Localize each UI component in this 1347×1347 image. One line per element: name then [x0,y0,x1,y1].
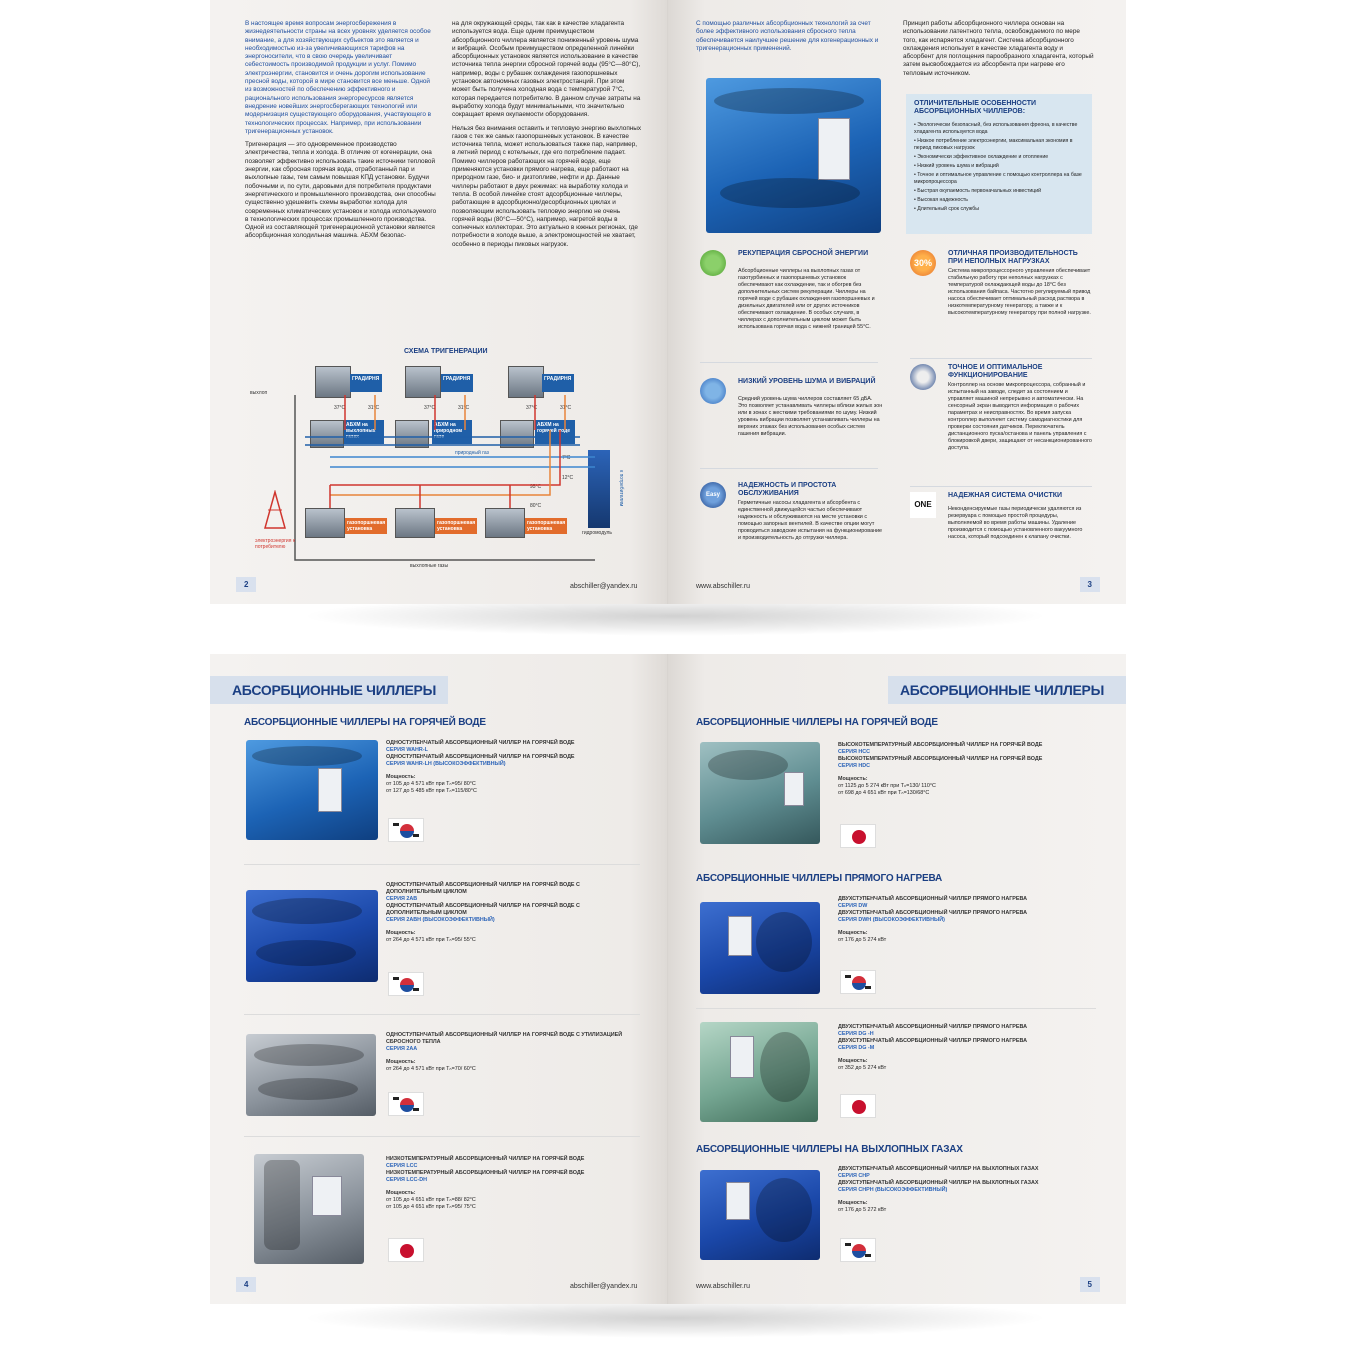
power-label: Мощность: [386,774,416,780]
features-item: • Экологически безопасный, без использования фреона, в качестве хладагента используется вода [914,122,1078,135]
temp-label: 12°C [562,475,574,481]
chiller-image [700,1022,818,1122]
divider [700,468,878,469]
product-title: ВЫСОКОТЕМПЕРАТУРНЫЙ АБСОРБЦИОННЫЙ ЧИЛЛЕР НА ГОРЯЧЕЙ ВОДЕ [838,742,1043,748]
product-series[interactable]: СЕРИЯ HCC [838,749,871,755]
principle-text: Принцип работы абсорбционного чиллера основан на использовании латентного тепла, освобождаемого по мере того, как испаряется хладагент. Система абсорбционного охлаждения использует в качестве хладагента воду и абсорбент для поглощения парообразного хладагента, который затем высвобождается из абсорбента при нагреве его тепловым источником. [903,20,1094,77]
power-label: Мощность: [838,1058,868,1064]
product-series[interactable]: СЕРИЯ CHPH (ВЫСОКОЭФФЕКТИВНЫЙ) [838,1187,948,1193]
features-item: • Точное и оптимальное управление с помощью контроллера на базе микропроцессора [914,172,1082,185]
feature-title: РЕКУПЕРАЦИЯ СБРОСНОЙ ЭНЕРГИИ [738,250,869,257]
email-link[interactable]: abschiller@yandex.ru [570,1283,638,1290]
feature-low-noise [700,378,883,468]
power-label: Мощность: [838,776,868,782]
check-icon [700,250,726,276]
korea-flag-icon [840,1238,876,1262]
temp-label: 37°C [334,405,346,411]
product-series[interactable]: СЕРИЯ CHP [838,1173,870,1179]
power-value: от 698 до 4 651 кВт при Тₙ=130/68°С [838,790,930,796]
page-5 [668,654,1126,1304]
product-title: ДВУХСТУПЕНЧАТЫЙ АБСОРБЦИОННЫЙ ЧИЛЛЕР НА ВЫХЛОПНЫХ ГАЗАХ [838,1180,1039,1186]
power-tower-icon [260,490,290,530]
page-3 [668,0,1126,604]
product-series[interactable]: СЕРИЯ WAHR-LH (ВЫСОКОЭФФЕКТИВНЫЙ) [386,761,506,767]
controller-icon [910,364,936,390]
chiller-image [700,1170,820,1260]
chiller-image [246,890,378,982]
divider [244,1014,640,1015]
product-title: ВЫСОКОТЕМПЕРАТУРНЫЙ АБСОРБЦИОННЫЙ ЧИЛЛЕР НА ГОРЯЧЕЙ ВОДЕ [838,756,1043,762]
cooling-tower-label: ГРАДИРНЯ [441,374,473,392]
easy-badge-icon: Easy [700,482,726,508]
features-box-title: ОТЛИЧИТЕЛЬНЫЕ ОСОБЕННОСТИ АБСОРБЦИОННЫХ ЧИЛЛЕРОВ: [914,100,1037,115]
features-item: • Низкое потребление электроэнергии, максимальная экономия в период пиковых нагрузок [914,138,1073,151]
section-tab: АБСОРБЦИОННЫЕ ЧИЛЛЕРЫ [888,676,1126,704]
japan-flag-icon [840,1094,876,1118]
chiller-image [700,902,820,994]
product-title: ОДНОСТУПЕНЧАТЫЙ АБСОРБЦИОННЫЙ ЧИЛЛЕР НА ГОРЯЧЕЙ ВОДЕ [386,754,575,760]
percent-badge-icon: 30% [910,250,936,276]
product-title: ДВУХСТУПЕНЧАТЫЙ АБСОРБЦИОННЫЙ ЧИЛЛЕР ПРЯМОГО НАГРЕВА [838,910,1027,916]
korea-flag-icon [388,972,424,996]
temp-label: 95°C [530,484,542,490]
product-info [838,1024,1088,1072]
chiller-image [254,1154,364,1264]
product-title: НИЗКОТЕМПЕРАТУРНЫЙ АБСОРБЦИОННЫЙ ЧИЛЛЕР НА ГОРЯЧЕЙ ВОДЕ [386,1156,585,1162]
one-badge-icon: ONE [910,492,936,518]
text-column-1 [245,20,437,246]
intro-paragraph: В настоящее время вопросам энергосбережения в жизнедеятельности страны на всех уровнях уделяется особое внимание, а для хозяйствующих субъектов это является и необходимостью из-за увеличивающихся тарифов на энергоносители, что в свою очередь увеличивает себестоимость производимой продукции и услуг. Помимо электроэнергии, становится и очень дорогим использование пресной воды, которой в мире становится все меньше. Одной из возможностей по обеспечению эффективного и рационального использования энергоресурсов является внедрение новейших энергосберегающих технологий или модернизация существующего оборудования, участвующего в технологических процессах. Например, при использовании тригенерационных установок. [245,20,432,135]
temp-label: 31°C [560,405,572,411]
consumers-label: к потребителям [618,470,624,507]
section-tab: АБСОРБЦИОННЫЕ ЧИЛЛЕРЫ [210,676,448,704]
features-box [906,94,1092,234]
trigeneration-paragraph: Тригенерация — это одновременное производство электричества, тепла и холода. В отличие от когенерации, она позволяет эффективно использовать такие источники тепловой энергии, как сбросная горячая вода, отработанный пар и выхлопные газы, тем самым повышая КПД установки. Будучи побочными и, по сути, даровыми для потребителя продуктами энергетического и промышленного производства, они способны существенно удешевить схемы выработки холода для современных климатических установок и холода используемого в технологических процессах промышленного производства. Одной из составляющей тригенерационной установки является абсорбционная холодильная машина. АБХМ безопас- [245,141,437,240]
cooling-tower-label: ГРАДИРНЯ [350,374,382,392]
power-value: от 105 до 4 571 кВт при Тₙ=95/ 80°С [386,781,476,787]
product-series[interactable]: СЕРИЯ 2AB [386,896,418,902]
spread-shadow [300,1298,1050,1338]
cooling-tower-label: ГРАДИРНЯ [542,374,574,392]
features-item: • Экономически эффективное охлаждение и отопление [914,154,1049,160]
power-value: от 352 до 5 274 кВт [838,1065,887,1071]
cooling-tower-image [508,366,544,398]
chiller-image [246,740,378,840]
feature-part-load [910,250,1090,360]
brochure-spread-top [210,0,1127,604]
divider [910,486,1092,487]
product-info [386,882,636,944]
website-link[interactable]: www.abschiller.ru [696,1283,751,1290]
product-info [386,1032,636,1073]
product-info [838,742,1088,797]
product-title: НИЗКОТЕМПЕРАТУРНЫЙ АБСОРБЦИОННЫЙ ЧИЛЛЕР НА ГОРЯЧЕЙ ВОДЕ [386,1170,585,1176]
section-heading: АБСОРБЦИОННЫЕ ЧИЛЛЕРЫ НА ГОРЯЧЕЙ ВОДЕ [244,717,486,728]
features-item: • Низкий уровень шума и вибраций [914,163,999,169]
natural-gas-label: природный газ [455,450,489,456]
abhm-hotwater-label: АБХМ на горячей воде [535,420,575,444]
temp-label: 80°C [530,503,542,509]
product-series[interactable]: СЕРИЯ DG -M [838,1045,875,1051]
product-series[interactable]: СЕРИЯ LCC-DH [386,1177,427,1183]
power-value: от 105 до 4 651 кВт при Тₙ=95/ 75°С [386,1204,476,1210]
feature-text: Система микропроцессорного управления обеспечивает стабильную работу при неполных нагрузках с температурой охлаждающей воды до 18°С без использования байпаса. Частотно регулируемый привод насоса обеспечивает оптимальный расход раствора в низкотемпературному генератору, а также и к высокотемпературному генератору при полной нагрузке. [948,268,1091,316]
feature-text: Герметичные насосы хладагента и абсорбента с единственной движущейся частью обеспечивают надежность и обслуживаются на месте установки с помощью запорных вентилей. В качестве опции могут проводиться заводские испытания на функционирование и производительность до отгрузки чиллера. [738,500,883,541]
product-title: ДВУХСТУПЕНЧАТЫЙ АБСОРБЦИОННЫЙ ЧИЛЛЕР ПРЯМОГО НАГРЕВА [838,1038,1027,1044]
divider [244,1136,640,1137]
power-value: от 1125 до 5 274 кВт при Тₙ=130/ 110°С [838,783,936,789]
brochure-spread-bottom [210,654,1127,1304]
feature-text: Контроллер на основе микропроцессора, собранный и испытанный на заводе, следит за состоянием и управляет машиной непрерывно и автоматически. На сенсорный экран выводится информация о рабочих параметрах и неисправностях. Во время запуска контроллер выполняет систему самодиагностики для проверки состояния датчиков. Переключатель дистанционного пуска/останова и панель управления с блокировкой двери, защищают от несанкционированного доступа. [948,382,1092,451]
product-title: ДВУХСТУПЕНЧАТЫЙ АБСОРБЦИОННЫЙ ЧИЛЛЕР ПРЯМОГО НАГРЕВА [838,896,1027,902]
korea-flag-icon [388,1092,424,1116]
gas-engine-image [485,508,525,538]
page-number: 3 [1080,577,1100,592]
feature-title: НАДЕЖНОСТЬ И ПРОСТОТА ОБСЛУЖИВАНИЯ [738,482,837,497]
features-item: • Длительный срок службы [914,206,979,212]
exhaust-gases-label: выхлопные газы [410,563,449,569]
power-value: от 176 до 5 272 кВт [838,1207,887,1213]
power-value: от 264 до 4 571 кВт при Тₙ=70/ 60°С [386,1066,476,1072]
feature-text: Средний уровень шума чиллеров составляет 65 дБА. Это позволяет устанавливать чиллеры вблизи жилых зон или в зонах с жесткими требованиями по шуму. Низкий уровень вибрации позволяет устанавливать чиллеры на верхних этажах без использования особых систем гашения вибрации. [738,396,883,437]
speaker-icon [700,378,726,404]
product-title: ОДНОСТУПЕНЧАТЫЙ АБСОРБЦИОННЫЙ ЧИЛЛЕР НА ГОРЯЧЕЙ ВОДЕ [386,740,575,746]
feature-title: ОТЛИЧНАЯ ПРОИЗВОДИТЕЛЬНОСТЬ ПРИ НЕПОЛНЫХ НАГРУЗКАХ [948,250,1078,265]
diagram-title: СХЕМА ТРИГЕНЕРАЦИИ [404,348,488,355]
power-label: Мощность: [386,1059,416,1065]
divider [910,358,1092,359]
intro-text: С помощью различных абсорбционных технологий за счет более эффективного использования сбросного тепла обеспечивается наилучшее решение для когенерационных и тригенерационных применений. [696,20,879,52]
cooling-tower-image [405,366,441,398]
abhm-exhaust-label: АБХМ на выхлопных газах [344,420,384,444]
text-column-2 [452,20,642,254]
power-value: от 105 до 4 651 кВт при Тₙ=88/ 82°С [386,1197,476,1203]
feature-control [910,364,1090,484]
page-4 [210,654,668,1304]
product-title: ОДНОСТУПЕНЧАТЫЙ АБСОРБЦИОННЫЙ ЧИЛЛЕР НА ГОРЯЧЕЙ ВОДЕ С УТИЛИЗАЦИЕЙ СБРОСНОГО ТЕПЛА [386,1032,623,1045]
section-heading: АБСОРБЦИОННЫЕ ЧИЛЛЕРЫ ПРЯМОГО НАГРЕВА [696,873,942,884]
gas-engine-image [305,508,345,538]
product-series[interactable]: СЕРИЯ DWH (ВЫСОКОЭФФЕКТИВНЫЙ) [838,917,945,923]
product-series[interactable]: СЕРИЯ HDC [838,763,871,769]
product-info [386,740,636,795]
feature-purge [910,492,1090,572]
paragraph: Нельзя без внимания оставить и тепловую энергию выхлопных газов с тех же самых газопоршневых установок. В качестве источника тепла, может использоваться также пар, например, в летний период с котельных, где его потребление падает. Помимо чиллеров работающих на горячей воде, еще применяются установки прямого нагрева, еще работают на природном газе, био- и дизтопливе, нефти и др. Данные чиллеры работают в двух режимах: на выработку холода и тепла. В особой линейке стоят адсорбционные чиллеры, работающие в адсорбционно/десорбционных циклах и позволяющим использовать тепловую энергию не очень горячей воды (80°С—50°С), например, нагретой воды в солнечных коллекторах. Это актуально в южных регионах, где потребности в холоде выше, а электромощностей не хватает, особенно в периоды пиковых нагрузок. [452,124,642,248]
japan-flag-icon [388,1238,424,1262]
chiller-image [246,1034,376,1116]
feature-title: ТОЧНОЕ И ОПТИМАЛЬНОЕ ФУНКЦИОНИРОВАНИЕ [948,364,1043,379]
temp-label: 37°C [526,405,538,411]
product-series[interactable]: СЕРИЯ 2ABH (ВЫСОКОЭФФЕКТИВНЫЙ) [386,917,495,923]
product-title: ОДНОСТУПЕНЧАТЫЙ АБСОРБЦИОННЫЙ ЧИЛЛЕР НА ГОРЯЧЕЙ ВОДЕ С ДОПОЛНИТЕЛЬНЫМ ЦИКЛОМ [386,903,580,916]
product-series[interactable]: СЕРИЯ LCC [386,1163,418,1169]
features-list [914,122,1084,213]
features-item: • Быстрая окупаемость первоначальных инвестиций [914,188,1042,194]
divider [696,1008,1096,1009]
temp-label: 31°C [458,405,470,411]
paragraph: на для окружающей среды, так как в качестве хладагента используется вода. Еще одним преимуществом абсорбционного чиллера является пониженный уровень шума и вибраций. Особым преимуществом определенной линейки абсорбционных установок является использование в качестве источника тепла энергии сбросной горячей воды (95°С—80°С), например, воды с рубашек охлаждения газопоршневых установок автономных газовых электростанций. При этом может быть получена холодная вода с температурой 7°С, которая передается потребителю. В данном случае затраты на выработку холода будут минимальными, что значительно сокращает время окупаемости оборудования. [452,20,641,119]
power-label: Мощность: [386,930,416,936]
feature-title: НИЗКИЙ УРОВЕНЬ ШУМА И ВИБРАЦИЙ [738,378,876,385]
page-number: 4 [236,1277,256,1292]
chiller-image [706,78,881,233]
product-info [838,1166,1088,1214]
website-link[interactable]: www.abschiller.ru [696,583,751,590]
power-value: от 264 до 4 571 кВт при Тₙ=95/ 55°С [386,937,476,943]
temp-label: 31°C [368,405,380,411]
power-value: от 176 до 5 274 кВт [838,937,887,943]
power-value: от 127 до 5 485 кВт при Тₙ=115/80°С [386,788,477,794]
product-series[interactable]: СЕРИЯ DW [838,903,868,909]
temp-label: 7°C [562,455,571,461]
cooling-tower-image [315,366,351,398]
power-label: Мощность: [386,1190,416,1196]
product-info [838,896,1088,944]
product-info [386,1156,636,1211]
korea-flag-icon [388,818,424,842]
page-number: 5 [1080,1277,1100,1292]
gas-engine-image [395,508,435,538]
features-item: • Высокая надежность [914,197,968,203]
product-title: ОДНОСТУПЕНЧАТЫЙ АБСОРБЦИОННЫЙ ЧИЛЛЕР НА ГОРЯЧЕЙ ВОДЕ С ДОПОЛНИТЕЛЬНЫМ ЦИКЛОМ [386,882,580,895]
diagram-pipes [250,395,620,565]
feature-text: Абсорбционные чиллеры на выхлопных газах от газотурбинных и газопоршневых установок обеспечивают как охлаждение, так и обогрев без дополнительных систем рекуперации. Чиллеры на горячей воде с рубашек охлаждения газопоршневых и дизельных двигателей или от других источников обеспечивают охлаждение. В особых случаях, в чиллерах с дополнительным циклом может быть использована горячая вода с нижней границей 55°С. [738,268,875,330]
product-series[interactable]: СЕРИЯ 2AA [386,1046,418,1052]
japan-flag-icon [840,824,876,848]
gas-engine-label: газопоршневая установка [437,520,476,532]
section-heading: АБСОРБЦИОННЫЕ ЧИЛЛЕРЫ НА ГОРЯЧЕЙ ВОДЕ [696,717,938,728]
temp-label: 37°C [424,405,436,411]
section-heading: АБСОРБЦИОННЫЕ ЧИЛЛЕРЫ НА ВЫХЛОПНЫХ ГАЗАХ [696,1144,963,1155]
product-title: ДВУХСТУПЕНЧАТЫЙ АБСОРБЦИОННЫЙ ЧИЛЛЕР НА ВЫХЛОПНЫХ ГАЗАХ [838,1166,1039,1172]
feature-text: Неконденсируемые газы периодически удаляются из резервуара с помощью простой процедуры, выполняемой во время работы машины. Удаление производится с помощью установленного вакуумного насоса, который подсоединен к клапану очистки. [948,506,1083,540]
feature-energy-recovery [700,250,880,360]
divider [700,362,878,363]
power-label: Мощность: [838,1200,868,1206]
power-label: электроэнергия к потребителю [255,538,296,550]
power-label: Мощность: [838,930,868,936]
feature-title: НАДЕЖНАЯ СИСТЕМА ОЧИСТКИ [948,492,1063,499]
page-2 [210,0,668,604]
email-link[interactable]: abschiller@yandex.ru [570,583,638,590]
chiller-image [700,742,820,844]
product-title: ДВУХСТУПЕНЧАТЫЙ АБСОРБЦИОННЫЙ ЧИЛЛЕР ПРЯМОГО НАГРЕВА [838,1024,1027,1030]
feature-reliability [700,482,883,572]
hydromodule-label: гидромодуль [582,530,613,536]
exhaust-label: выхлоп [250,390,268,396]
divider [244,864,640,865]
gas-engine-label: газопоршневая установка [527,520,566,532]
korea-flag-icon [840,970,876,994]
product-series[interactable]: СЕРИЯ DG -H [838,1031,874,1037]
page-number: 2 [236,577,256,592]
product-series[interactable]: СЕРИЯ WAHR-L [386,747,428,753]
abhm-gas-label: АБХМ на природном газе [432,420,472,444]
gas-engine-label: газопоршневая установка [347,520,386,532]
